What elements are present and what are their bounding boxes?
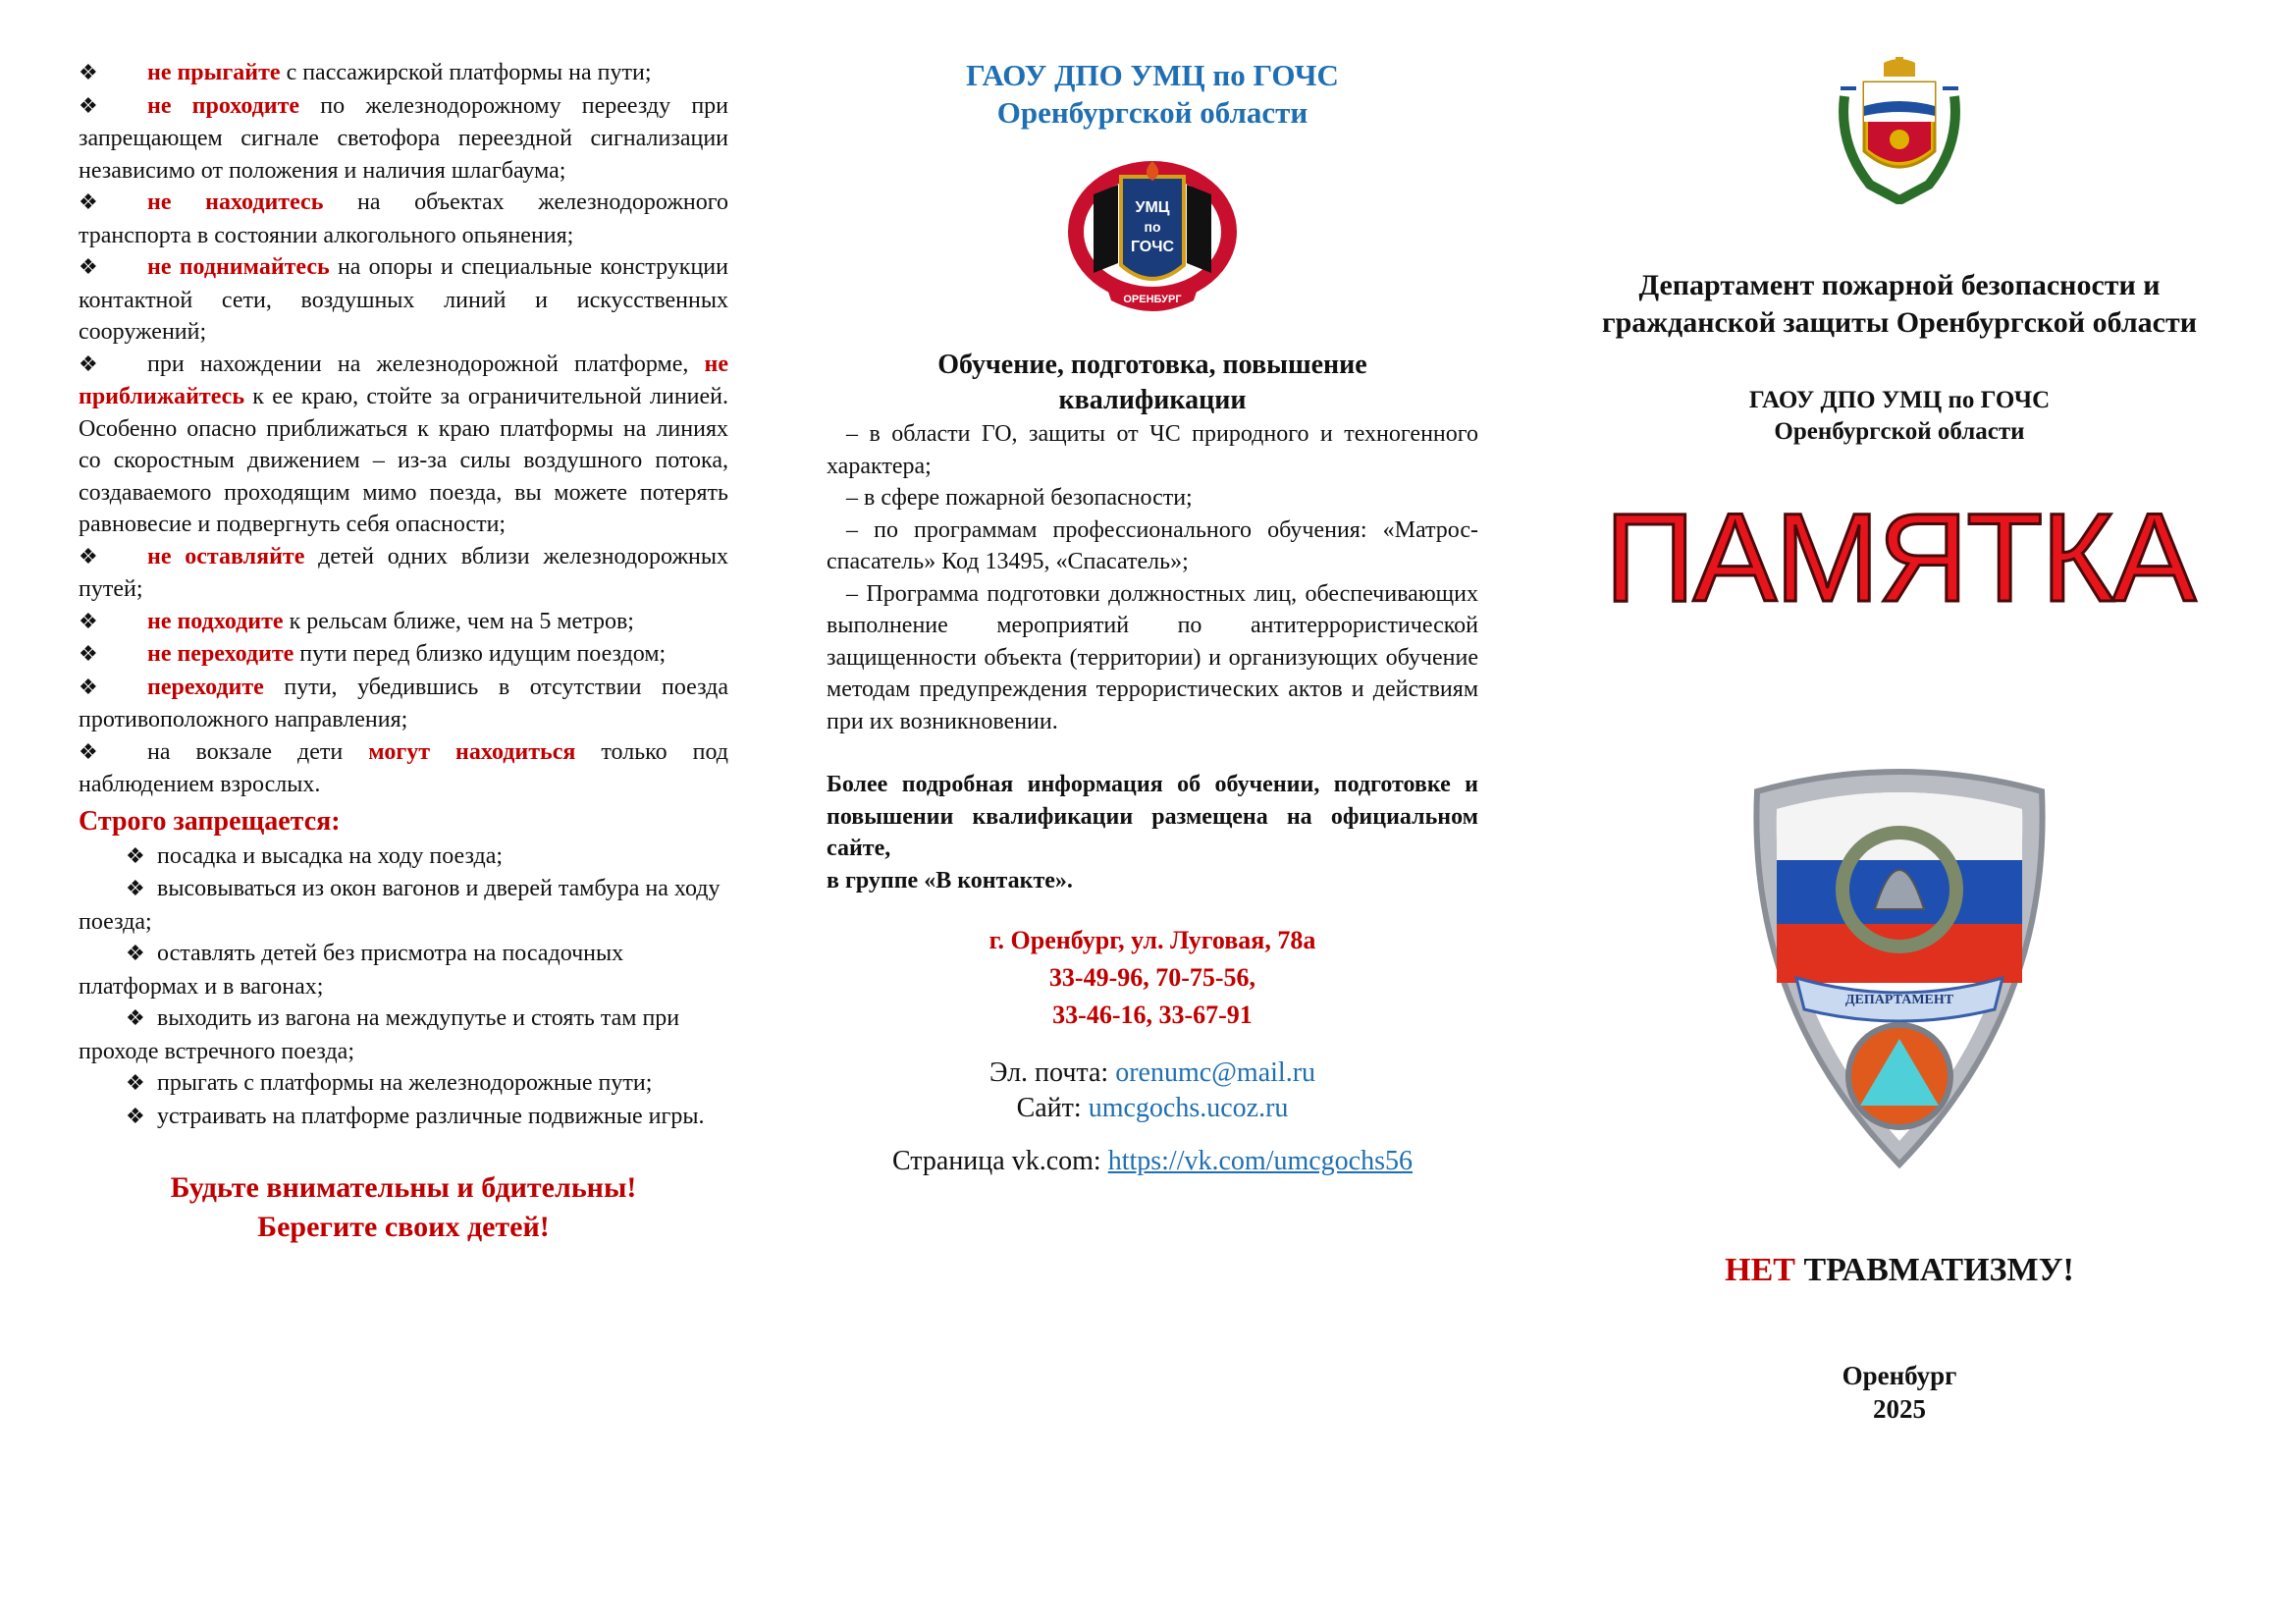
diamond-bullet-icon: ❖ xyxy=(126,1006,145,1031)
memo-title: ПАМЯТКА xyxy=(1604,488,2195,628)
forbidden-text: оставлять детей без присмотра на посадочных платформах и в вагонах; xyxy=(79,941,624,1000)
diamond-bullet-icon: ❖ xyxy=(126,877,145,901)
forbidden-list xyxy=(79,840,728,1134)
address: г. Оренбург, ул. Луговая, 78а xyxy=(988,926,1316,954)
diamond-bullet-icon: ❖ xyxy=(79,609,98,634)
org-title-line-1: ГАОУ ДПО УМЦ по ГОЧС xyxy=(966,58,1339,92)
closing-message xyxy=(79,1168,728,1247)
site-label: Сайт: xyxy=(1016,1093,1089,1123)
forbidden-text: прыгать с платформы на железнодорожные пути; xyxy=(157,1070,653,1096)
rule-text: с пассажирской платформы на пути; xyxy=(280,60,652,85)
left-column xyxy=(79,57,728,1247)
dash-bullet-icon: – xyxy=(846,580,867,607)
right-org xyxy=(1571,385,2228,448)
emblem-line1: УМЦ xyxy=(1135,199,1170,216)
training-list xyxy=(827,418,1478,737)
training-item xyxy=(827,514,1478,578)
email-line xyxy=(827,1056,1478,1091)
rule-text: по железнодорожному переезду при запрещающем сигнале светофора переездной сигнализации независимо от положения и наличия шлагбаума; xyxy=(79,92,729,184)
diamond-bullet-icon: ❖ xyxy=(79,352,98,377)
more-info-text: Более подробная информация об обучении, подготовке и повышении квалификации размещена на официальном сайте, xyxy=(827,772,1478,861)
diamond-bullet-icon: ❖ xyxy=(79,93,98,119)
rule-highlight: не оставляйте xyxy=(147,543,305,569)
slogan xyxy=(1571,1251,2228,1290)
dash-bullet-icon: – xyxy=(846,421,870,447)
rule-highlight: не приближайтесь xyxy=(79,351,728,409)
rule-text: на объектах железнодорожного транспорта в состоянии алкогольного опьянения; xyxy=(79,189,728,248)
rule-highlight: не переходите xyxy=(147,641,294,667)
rule-highlight: не поднимайтесь xyxy=(147,254,330,280)
orenburg-coat-of-arms-icon xyxy=(1831,57,1968,204)
diamond-bullet-icon: ❖ xyxy=(79,255,98,280)
slogan-no: НЕТ xyxy=(1725,1252,1795,1288)
forbidden-item xyxy=(79,840,728,874)
rule-text: только под наблюдением взрослых. xyxy=(79,738,728,797)
training-title: Обучение, подготовка, повышение квалификации xyxy=(937,350,1367,415)
right-org-line-1: ГАОУ ДПО УМЦ по ГОЧС xyxy=(1748,387,2051,413)
rule-item xyxy=(79,736,728,801)
forbidden-item xyxy=(79,938,728,1002)
right-column xyxy=(1571,57,2228,1426)
rule-item xyxy=(79,57,728,90)
diamond-bullet-icon: ❖ xyxy=(79,675,98,700)
rule-item xyxy=(79,187,728,251)
middle-column xyxy=(827,57,1478,1179)
dash-bullet-icon: – xyxy=(846,485,864,511)
site-link[interactable]: umcgochs.ucoz.ru xyxy=(1088,1093,1289,1123)
forbidden-text: выходить из вагона на междупутье и стоять там при проходе встречного поезда; xyxy=(79,1005,680,1064)
rule-highlight: не прыгайте xyxy=(147,60,281,85)
dash-bullet-icon: – xyxy=(846,516,875,543)
training-text: по программам профессионального обучения: «Матрос-спасатель» Код 13495, «Спасатель»; xyxy=(827,516,1478,574)
training-text: в сфере пожарной безопасности; xyxy=(864,485,1193,511)
diamond-bullet-icon: ❖ xyxy=(126,843,145,869)
site-line xyxy=(827,1091,1478,1126)
rule-text: на опоры и специальные конструкции контактной сети, воздушных линий и искусственных сооружений; xyxy=(79,254,728,345)
vk-link[interactable]: https://vk.com/umcgochs56 xyxy=(1107,1146,1413,1176)
emblem-line3: ГОЧС xyxy=(1130,239,1175,255)
rule-item xyxy=(79,672,728,736)
closing-line-1: Будьте внимательны и бдительны! xyxy=(170,1171,637,1204)
closing-line-2: Берегите своих детей! xyxy=(257,1211,550,1243)
org-title-line-2: Оренбургской области xyxy=(996,95,1308,130)
rule-item xyxy=(79,251,728,349)
rule-text: к ее краю, стойте за ограничительной линией. Особенно опасно приближаться к краю платформы на линиях со скоростным движением – из-за силы воздушного потока, создаваемого проходящим мимо поезда, вы можете потерять равновесие и подвергнуть себя опасности; xyxy=(79,384,728,537)
contacts-block xyxy=(827,922,1478,1034)
email-label: Эл. почта: xyxy=(988,1057,1116,1088)
training-item xyxy=(827,578,1478,738)
rule-highlight: могут находиться xyxy=(368,738,576,765)
training-text: Программа подготовки должностных лиц, обеспечивающих выполнение мероприятий по антитеррористической защищенности объекта (территории) и организующих обучение методам предупреждения террористических актов и действиям при их возникновении. xyxy=(827,580,1478,734)
footer-place-year xyxy=(1571,1359,2228,1426)
phones-line-2: 33-46-16, 33-67-91 xyxy=(1052,1001,1253,1029)
phones-line-1: 33-49-96, 70-75-56, xyxy=(1048,963,1256,992)
training-text: в области ГО, защиты от ЧС природного и техногенного характера; xyxy=(827,421,1479,479)
vk-label: Страница vk.com: xyxy=(892,1146,1108,1176)
department-shield-icon xyxy=(1737,762,2061,1174)
email-link[interactable]: orenumc@mail.ru xyxy=(1115,1057,1316,1088)
vk-line xyxy=(827,1144,1478,1179)
rule-highlight: переходите xyxy=(147,674,264,700)
shield-ribbon-text: ДЕПАРТАМЕНТ xyxy=(1844,993,1954,1007)
year: 2025 xyxy=(1873,1394,1926,1424)
diamond-bullet-icon: ❖ xyxy=(79,190,98,215)
slogan-rest: ТРАВМАТИЗМУ! xyxy=(1794,1252,2074,1288)
diamond-bullet-icon: ❖ xyxy=(126,942,145,966)
forbidden-item xyxy=(79,1101,728,1134)
rule-text: детей одних вблизи железнодорожных путей; xyxy=(79,543,729,602)
forbidden-item xyxy=(79,873,728,938)
diamond-bullet-icon: ❖ xyxy=(79,739,98,765)
rule-highlight: не находитесь xyxy=(147,189,324,215)
emblem-ribbon: ОРЕНБУРГ xyxy=(1123,294,1182,305)
diamond-bullet-icon: ❖ xyxy=(79,642,98,667)
online-contacts xyxy=(827,1056,1478,1179)
rule-highlight: не проходите xyxy=(147,92,300,119)
forbidden-item xyxy=(79,1002,728,1067)
rule-item xyxy=(79,90,728,188)
forbidden-item xyxy=(79,1067,728,1101)
memo-heading xyxy=(1571,488,2228,628)
diamond-bullet-icon: ❖ xyxy=(79,61,98,85)
forbidden-title: Строго запрещается: xyxy=(79,805,341,837)
umc-emblem-icon xyxy=(1064,155,1241,312)
diamond-bullet-icon: ❖ xyxy=(126,1071,145,1096)
training-item xyxy=(827,418,1478,482)
rule-pre: на вокзале дети xyxy=(147,738,369,765)
training-item xyxy=(827,482,1478,514)
rule-item xyxy=(79,541,728,606)
right-org-line-2: Оренбургской области xyxy=(1774,418,2025,445)
forbidden-text: устраивать на платформе различные подвижные игры. xyxy=(157,1103,705,1129)
rule-highlight: не подходите xyxy=(147,608,284,634)
rule-text: пути, убедившись в отсутствии поезда противоположного направления; xyxy=(79,674,728,732)
forbidden-text: посадка и высадка на ходу поезда; xyxy=(157,842,504,869)
rule-item xyxy=(79,606,728,639)
rules-list xyxy=(79,57,728,801)
rule-item xyxy=(79,349,728,541)
city: Оренбург xyxy=(1842,1361,1957,1390)
emblem-line2: по xyxy=(1144,219,1161,235)
department-name: Департамент пожарной безопасности и гражданской защиты Оренбургской области xyxy=(1601,269,2198,339)
more-info xyxy=(827,769,1478,896)
diamond-bullet-icon: ❖ xyxy=(126,1104,145,1129)
center-org-title xyxy=(827,57,1478,132)
more-info-vk: в группе «В контакте». xyxy=(827,867,1073,893)
forbidden-text: высовываться из окон вагонов и дверей тамбура на ходу поезда; xyxy=(79,876,721,935)
rule-pre: при нахождении на железнодорожной платформе, xyxy=(147,351,705,377)
rule-item xyxy=(79,638,728,672)
rule-text: к рельсам ближе, чем на 5 метров; xyxy=(283,608,634,634)
diamond-bullet-icon: ❖ xyxy=(79,544,98,569)
rule-text: пути перед близко идущим поездом; xyxy=(294,641,667,667)
